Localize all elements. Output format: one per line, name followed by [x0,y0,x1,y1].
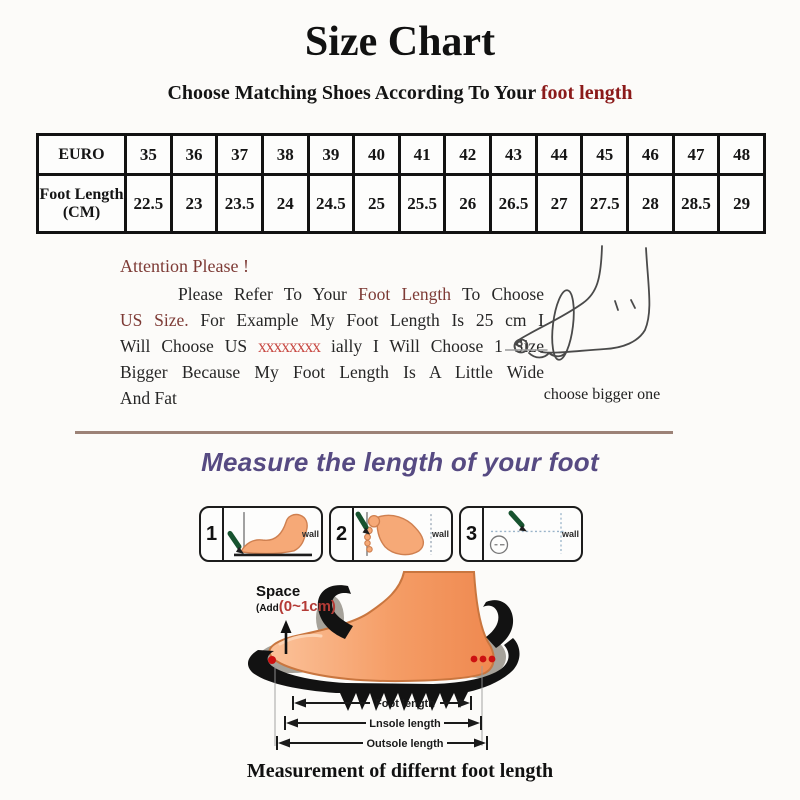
space-arrow-head [281,620,292,633]
attention-highlight: Foot Length [358,284,452,304]
red-dot-toe [268,656,276,664]
dim-label-insole-length: Lnsole length [369,718,441,730]
size-cell: 22.5 [126,175,172,233]
subtitle-highlight: foot length [540,82,633,104]
size-cell: 27.5 [582,175,628,233]
size-cell: 37 [217,135,263,175]
size-cell: 40 [354,135,400,175]
pencil-icon [358,514,366,527]
subtitle [0,82,800,105]
size-cell: 35 [126,135,172,175]
dim-label-outsole-length: Outsole length [366,738,444,750]
attention-text: For Example My Foot Length Is 25 cm I [188,310,545,330]
space-text: Space [256,583,301,600]
dim-arrow [468,719,480,728]
size-cell: 47 [673,135,719,175]
shoe-measurement-diagram [228,570,592,760]
wall-label: wall [431,529,449,539]
size-cell: 28.5 [673,175,719,233]
wall-label: wall [301,529,319,539]
attention-line [120,385,544,411]
table-row [38,175,765,233]
size-cell: 23.5 [217,175,263,233]
attention-text: Will Choose US [120,336,259,356]
pencil-icon [511,513,522,525]
size-cell: 24.5 [308,175,354,233]
step-3-panel [459,506,583,562]
measurement-steps [199,506,583,562]
page-title: Size Chart [304,19,496,65]
attention-text: And Fat [120,388,177,408]
step-1-panel [199,506,323,562]
dim-label-foot-length: Foot length [375,698,435,710]
table-row [38,135,765,175]
attention-highlight: xxxxxxxx [258,336,321,356]
red-dot-heel [471,656,478,663]
foot-side-shape [241,515,307,554]
size-cell: 27 [536,175,582,233]
size-cell: 26 [445,175,491,233]
size-cell: 23 [171,175,217,233]
size-cell: 39 [308,135,354,175]
attention-line [120,333,544,359]
add-prefix-text: (Add [256,603,279,614]
toe-nail [517,342,522,347]
attention-text: Please Refer To Your [178,284,359,304]
footprint-toe [365,540,370,546]
attention-block [120,256,544,411]
attention-line [120,307,544,333]
foot-instep-line [515,246,602,348]
footprint-shape [377,515,423,554]
red-dot-heel [489,656,496,663]
size-cell: 42 [445,135,491,175]
size-cell: 24 [262,175,308,233]
size-cell: 44 [536,135,582,175]
size-cell: 43 [491,135,537,175]
dim-arrow [286,719,298,728]
leg-back-line [541,248,649,353]
attention-text: Bigger Because My Foot Length Is A Little Wide [120,362,544,382]
row-header: EURO [38,135,126,175]
footprint-toe [367,547,372,553]
row-header: Foot Length (CM) [38,175,126,233]
size-cell: 36 [171,135,217,175]
red-dot-heel [480,656,487,663]
section-divider [75,431,673,434]
step-3-number: 3 [461,508,484,560]
size-cell: 38 [262,135,308,175]
size-table-body [38,135,765,233]
attention-highlight: US Size. [120,310,189,330]
step-2-panel [329,506,453,562]
step-2-number: 2 [331,508,354,560]
note-circle [491,536,508,553]
attention-paragraph [120,281,544,411]
pencil-icon [230,533,239,546]
size-cell: 41 [399,135,445,175]
bottom-caption: Measurement of differnt foot length [246,760,554,782]
step-1-number: 1 [201,508,224,560]
size-cell: 26.5 [491,175,537,233]
subtitle-text: Choose Matching Shoes According To Your [167,82,541,104]
size-table [36,133,766,234]
measure-ellipse [549,289,577,361]
attention-heading: Attention Please ! [120,256,249,276]
dim-arrow [294,699,306,708]
add-range-text: (0~1cm) [278,598,336,615]
footprint-toe [365,534,371,540]
size-cell: 48 [719,135,765,175]
choose-bigger-caption: choose bigger one [543,386,661,403]
attention-text: ially I Will Choose 1 Size [320,336,544,356]
attention-line [120,281,544,307]
dim-arrow [474,739,486,748]
size-cell: 46 [628,135,674,175]
space-label [256,584,336,616]
measure-heading: Measure the length of your foot [201,447,599,477]
ankle-mark-1 [615,301,618,310]
attention-line [120,359,544,385]
size-cell: 25 [354,175,400,233]
size-cell: 28 [628,175,674,233]
ankle-mark-2 [631,300,635,308]
wall-label: wall [561,529,579,539]
size-cell: 45 [582,135,628,175]
size-cell: 29 [719,175,765,233]
foot-sketch-illustration [505,241,710,391]
attention-text: To Choose [451,284,544,304]
size-cell: 25.5 [399,175,445,233]
dim-arrow [278,739,290,748]
footprint-big-toe [369,516,380,527]
